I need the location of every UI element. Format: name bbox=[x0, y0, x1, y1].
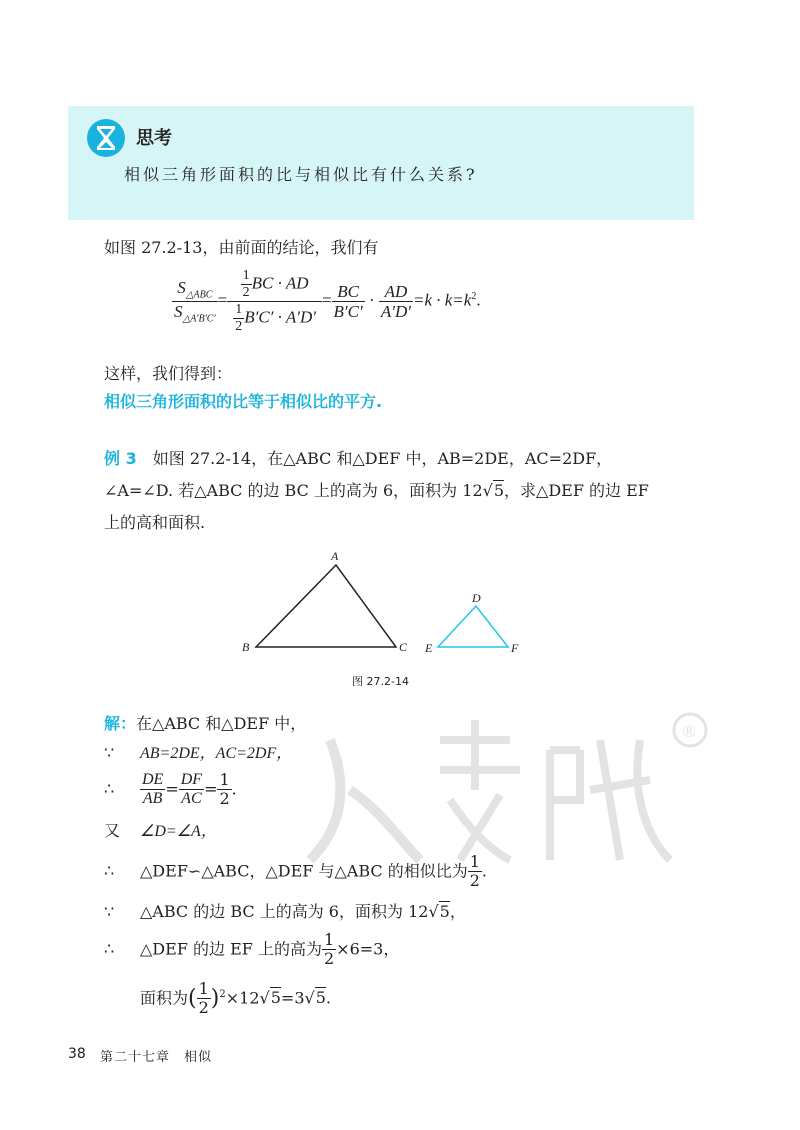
half-base-height-fraction: $\frac{1}{2}$ BC · AD $\frac{1}{2}$ B′C′ · A′D′ bbox=[227, 268, 322, 335]
solution-line-2: ∵ AB=2DE，AC=2DF， bbox=[104, 743, 293, 762]
example-line-3: 上的高和面积. bbox=[104, 513, 206, 532]
label-D: D bbox=[472, 591, 481, 605]
svg-text:®: ® bbox=[682, 721, 696, 741]
triangle-abc bbox=[256, 565, 396, 647]
intro-text: 如图 27.2-13，由前面的结论，我们有 bbox=[104, 238, 379, 257]
so-we-get: 这样，我们得到： bbox=[104, 364, 233, 383]
label-E: E bbox=[425, 641, 433, 655]
area-ratio-fraction: $\frac{S_{\triangle ABC}}{S_{\triangle A'B'C'}}$ bbox=[174, 278, 216, 325]
example-line-2: ∠A=∠D. 若△ABC 的边 BC 上的高为 6，面积为 12√5，求△DEF 的边 EF bbox=[104, 481, 649, 500]
area-ratio-formula: $\frac{S_{\triangle ABC}}{S_{\triangle A'B'C'}}$ = $\frac{1}{2}$ BC · AD $\frac{1}{2}$ B′C′ · A′D′ = $\frac{BC}{B'C'}$ · $\frac{AD}{A'D'}$ $=k \cdot k=k^2$. bbox=[174, 268, 481, 335]
label-F: F bbox=[511, 641, 519, 655]
label-C: C bbox=[399, 640, 408, 654]
solution-line-7: ∴ △DEF 的边 EF 上的高为 $\frac{1}{2}$ ×6=3， bbox=[104, 930, 400, 969]
think-title: 思考 bbox=[136, 128, 172, 149]
page-number: 38 bbox=[68, 1046, 86, 1062]
chapter-title: 第二十七章 相似 bbox=[100, 1050, 213, 1065]
publisher-watermark bbox=[290, 700, 730, 870]
triangle-def bbox=[438, 606, 508, 647]
figure-27-2-14 bbox=[230, 545, 550, 675]
example-line-1: 例 3 如图 27.2-14，在△ABC 和△DEF 中，AB=2DE，AC=2DF， bbox=[104, 449, 613, 468]
label-A: A bbox=[331, 549, 339, 563]
solution-line-4: 又 ∠D=∠A， bbox=[104, 821, 217, 840]
solution-line-6: ∵ △ABC 的边 BC 上的高为 6，面积为 12√5， bbox=[104, 902, 466, 921]
think-question: 相似三角形面积的比与相似比有什么关系? bbox=[124, 165, 478, 184]
solution-line-3: ∴ $\frac{DE}{AB}$ = $\frac{DF}{AC}$ = $\frac{1}{2}$ . bbox=[104, 770, 237, 809]
figure-caption: 图 27.2-14 bbox=[352, 675, 409, 688]
hourglass-icon bbox=[86, 118, 126, 158]
solution-line-1: 解：在△ABC 和△DEF 中， bbox=[104, 714, 307, 733]
solution-line-8: 面积为( $\frac{1}{2}$ )$^2$×12√5=3√5. bbox=[140, 979, 331, 1018]
solution-line-5: ∴ △DEF∽△ABC，△DEF 与△ABC 的相似比为 $\frac{1}{2}$ . bbox=[104, 852, 488, 891]
conclusion: 相似三角形面积的比等于相似比的平方. bbox=[104, 392, 383, 411]
label-B: B bbox=[242, 640, 250, 654]
